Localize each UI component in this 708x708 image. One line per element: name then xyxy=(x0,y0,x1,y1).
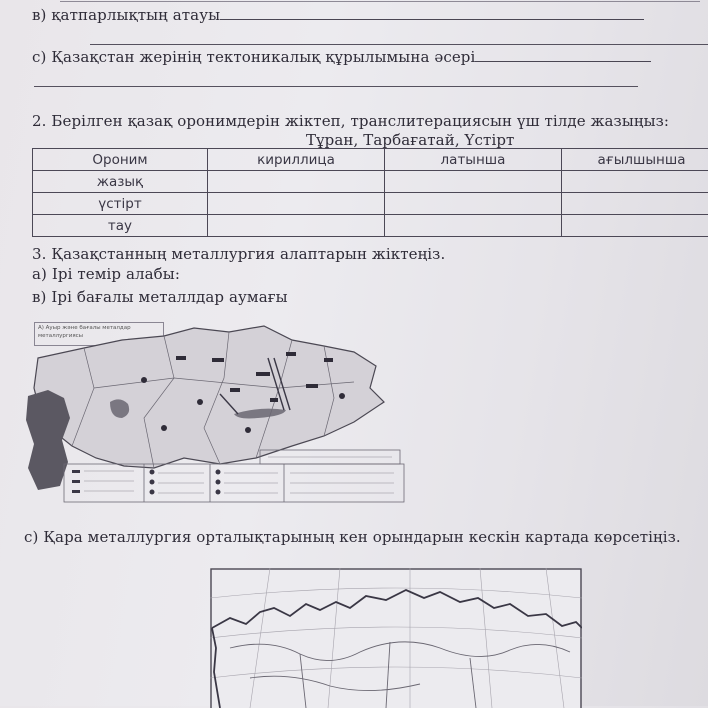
table-row xyxy=(33,193,708,215)
table-cell: үстірт xyxy=(33,193,208,215)
outline-map xyxy=(210,568,582,708)
question-2-words: Тұран, Тарбағатай, Үстірт xyxy=(306,131,514,149)
table-header: кириллица xyxy=(208,149,385,171)
table-header: Ороним xyxy=(33,149,208,171)
table-cell[interactable] xyxy=(385,193,562,215)
table-header: ағылшынша xyxy=(562,149,708,171)
table-cell[interactable] xyxy=(562,171,708,193)
table-header-row xyxy=(33,149,708,171)
top-rule xyxy=(60,1,700,2)
question-3a: а) Ірі темір алабы: xyxy=(32,265,180,283)
table-cell[interactable] xyxy=(562,193,708,215)
question-3b: в) Ірі бағалы металлдар аумағы xyxy=(32,288,288,306)
table-cell[interactable] xyxy=(385,215,562,237)
table-cell[interactable] xyxy=(208,215,385,237)
table-cell[interactable] xyxy=(208,193,385,215)
answer-line xyxy=(475,49,651,62)
metallurgy-map xyxy=(24,318,410,508)
question-3: 3. Қазақстанның металлургия алаптарын жіктеңіз. xyxy=(32,245,445,263)
answer-line-1c-cont xyxy=(34,86,638,87)
table-cell[interactable] xyxy=(208,171,385,193)
table-header: латынша xyxy=(385,149,562,171)
question-1c-text: с) Қазақстан жерінің тектоникалық құрылымына әсері xyxy=(32,48,475,66)
table-row xyxy=(33,171,708,193)
map-title: А) Ауыр және бағалы металдар металлургиясы xyxy=(38,325,131,339)
question-2: 2. Берілген қазақ оронимдерін жіктеп, транслитерациясын үш тілде жазыңыз: xyxy=(32,112,669,130)
table-cell[interactable] xyxy=(385,171,562,193)
oronym-table xyxy=(32,148,708,237)
table-cell: жазық xyxy=(33,171,208,193)
question-3c: с) Қара металлургия орталықтарының кен орындарын кескін картада көрсетіңіз. xyxy=(24,528,681,546)
table-cell: тау xyxy=(33,215,208,237)
question-1b xyxy=(32,6,644,24)
answer-line-1b-cont xyxy=(90,44,708,45)
table-cell[interactable] xyxy=(562,215,708,237)
table-row xyxy=(33,215,708,237)
answer-line xyxy=(220,7,644,20)
question-1b-text: в) қатпарлықтың атауы xyxy=(32,6,220,24)
question-1c xyxy=(32,48,651,66)
